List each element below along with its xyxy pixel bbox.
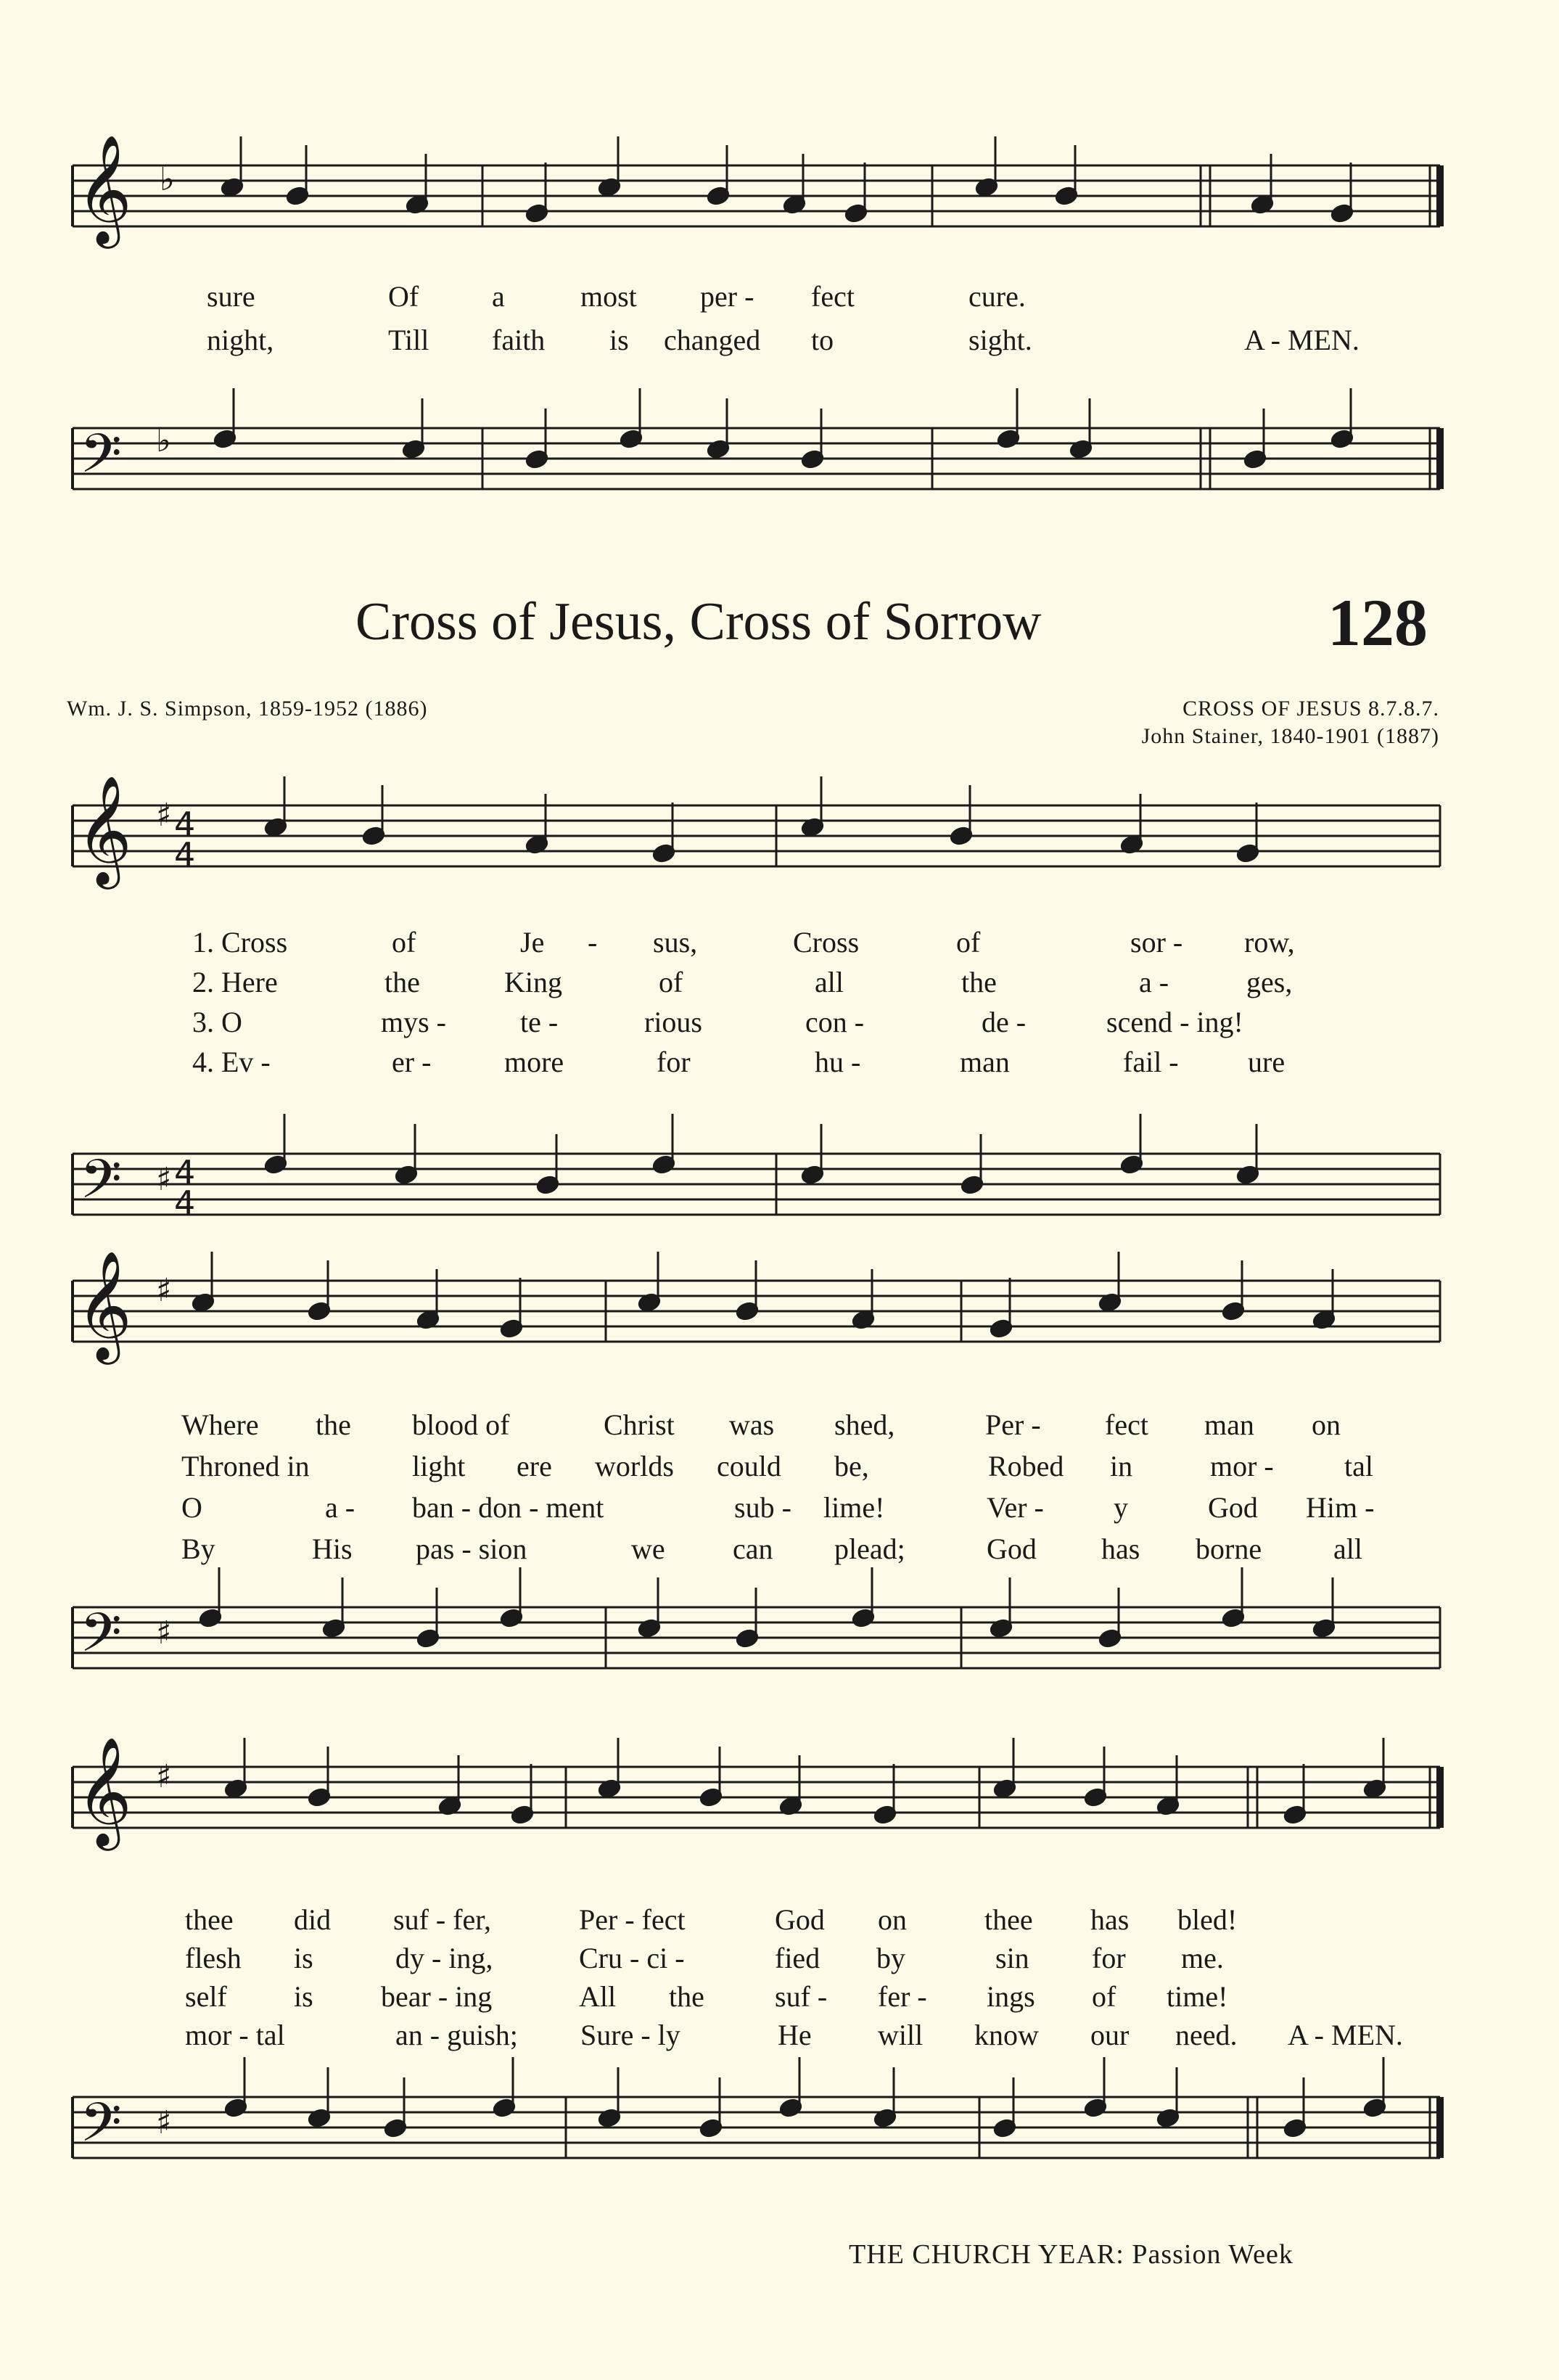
- lyric: flesh: [185, 1942, 242, 1974]
- bass-clef-icon: 𝄢: [80, 422, 122, 498]
- lyric: most: [580, 280, 637, 313]
- treble-clef-icon: 𝄞: [76, 774, 132, 885]
- lyric: bled!: [1177, 1903, 1238, 1936]
- tune-credit: CROSS OF JESUS 8.7.8.7.: [1182, 697, 1439, 721]
- lyric: could: [717, 1450, 781, 1482]
- lyric: faith: [492, 324, 546, 356]
- lyric: borne: [1196, 1532, 1262, 1565]
- lyric: Till: [388, 324, 429, 356]
- lyric: will: [878, 2019, 924, 2051]
- lyric: Robed: [988, 1450, 1064, 1482]
- lyric: a -: [325, 1491, 355, 1524]
- lyric: a -: [1139, 966, 1169, 998]
- sharp-sign-icon: ♯: [156, 1614, 172, 1651]
- lyric: Throned in: [181, 1450, 310, 1482]
- lyric: suf - fer,: [393, 1903, 491, 1936]
- lyric: 3. O: [192, 1006, 242, 1038]
- lyric: y: [1114, 1491, 1128, 1524]
- flat-sign-icon: ♭: [156, 422, 171, 459]
- lyric: Of: [388, 280, 419, 313]
- lyric: scend - ing!: [1106, 1006, 1243, 1038]
- sharp-sign-icon: ♯: [156, 1161, 172, 1198]
- lyric: has: [1101, 1532, 1140, 1565]
- lyric: the: [669, 1980, 704, 2013]
- lyric: ban - don - ment: [412, 1491, 604, 1524]
- lyric: tal: [1344, 1450, 1373, 1482]
- lyric: er -: [392, 1046, 432, 1078]
- lyric: Cross: [793, 926, 860, 959]
- lyric: cure.: [968, 280, 1026, 313]
- lyric: an - guish;: [395, 2019, 518, 2051]
- lyric: of: [956, 926, 981, 959]
- lyric: God: [775, 1903, 825, 1936]
- lyric: blood of: [412, 1408, 510, 1441]
- footer-section: THE CHURCH YEAR:: [849, 2239, 1124, 2270]
- lyric: changed: [664, 324, 761, 356]
- lyric: He: [778, 2019, 812, 2051]
- lyric: ere: [517, 1450, 552, 1482]
- lyric: fied: [775, 1942, 820, 1974]
- lyric: con -: [805, 1006, 865, 1038]
- hymn-number: 128: [1328, 586, 1428, 660]
- lyric: sin: [995, 1942, 1029, 1974]
- lyric: our: [1090, 2019, 1130, 2051]
- sharp-sign-icon: ♯: [156, 2104, 172, 2141]
- lyric: of: [1092, 1980, 1116, 2013]
- lyric: -: [588, 926, 598, 959]
- lyric: time!: [1167, 1980, 1228, 2013]
- amen-label: A - MEN.: [1244, 324, 1360, 356]
- lyric: sight.: [968, 324, 1032, 356]
- page-footer: [849, 2239, 1293, 2270]
- lyric: all: [1333, 1532, 1362, 1565]
- sharp-sign-icon: ♯: [156, 1758, 172, 1795]
- lyric: mys -: [381, 1006, 446, 1038]
- lyric: Where: [181, 1408, 259, 1441]
- lyric: bear - ing: [381, 1980, 493, 2013]
- lyric: 1. Cross: [192, 926, 288, 959]
- lyric: His: [312, 1532, 353, 1565]
- author-credit: Wm. J. S. Simpson, 1859-1952 (1886): [67, 697, 428, 721]
- lyric: Sure - ly: [580, 2019, 680, 2051]
- lyric: the: [384, 966, 420, 998]
- lyric: thee: [185, 1903, 234, 1936]
- bass-clef-icon: 𝄢: [80, 1148, 122, 1224]
- lyric: was: [729, 1408, 775, 1441]
- lyric: is: [294, 1942, 313, 1974]
- lyric: by: [876, 1942, 905, 1974]
- hymn-title: Cross of Jesus, Cross of Sorrow: [355, 592, 1042, 652]
- composer-credit: John Stainer, 1840-1901 (1887): [1141, 724, 1439, 748]
- lyric: all: [815, 966, 844, 998]
- lyric: thee: [984, 1903, 1033, 1936]
- lyric: fect: [811, 280, 855, 313]
- lyric: 2. Here: [192, 966, 278, 998]
- time-signature-icon: 4: [174, 835, 196, 874]
- time-signature-icon: 4: [174, 1153, 196, 1192]
- lyric: sure: [207, 280, 255, 313]
- lyric: shed,: [834, 1408, 895, 1441]
- treble-clef-icon: 𝄞: [76, 1250, 132, 1360]
- lyric: O: [181, 1491, 202, 1524]
- lyric: me.: [1181, 1942, 1224, 1974]
- footer-subsection: Passion Week: [1132, 2239, 1293, 2270]
- lyric: sor -: [1130, 926, 1183, 959]
- lyric: Ver -: [987, 1491, 1044, 1524]
- lyric: on: [1312, 1408, 1341, 1441]
- lyric: mor -: [1210, 1450, 1274, 1482]
- sharp-sign-icon: ♯: [156, 1272, 172, 1309]
- lyric: 4. Ev -: [192, 1046, 271, 1078]
- time-signature-icon: 4: [174, 805, 196, 844]
- lyric: the: [316, 1408, 351, 1441]
- lyric: man: [1204, 1408, 1254, 1441]
- lyric: Je: [520, 926, 545, 959]
- lyric: on: [878, 1903, 907, 1936]
- lyric: a: [492, 280, 505, 313]
- lyric: fect: [1105, 1408, 1148, 1441]
- lyric: sub -: [734, 1491, 791, 1524]
- lyric: Per -: [985, 1408, 1041, 1441]
- lyric: worlds: [595, 1450, 674, 1482]
- lyric: ure: [1248, 1046, 1286, 1078]
- lyric: rious: [644, 1006, 702, 1038]
- lyric: By: [181, 1532, 215, 1565]
- lyric: for: [1092, 1942, 1126, 1974]
- lyric: for: [657, 1046, 691, 1078]
- lyric: night,: [207, 324, 274, 356]
- lyric: dy - ing,: [395, 1942, 493, 1974]
- lyric: to: [811, 324, 834, 356]
- lyric: Christ: [604, 1408, 675, 1441]
- treble-clef-icon: 𝄞: [76, 134, 132, 244]
- lyric: know: [974, 2019, 1039, 2051]
- lyric: in: [1110, 1450, 1133, 1482]
- lyric: lime!: [823, 1491, 885, 1524]
- bass-clef-icon: 𝄢: [80, 2091, 122, 2167]
- lyric: of: [659, 966, 683, 998]
- lyric: is: [294, 1980, 313, 2013]
- lyric: mor - tal: [185, 2019, 285, 2051]
- lyric: has: [1090, 1903, 1130, 1936]
- lyric: All: [579, 1980, 617, 2013]
- lyric: we: [631, 1532, 665, 1565]
- lyric: de -: [982, 1006, 1027, 1038]
- lyric: can: [733, 1532, 773, 1565]
- lyric: God: [1208, 1491, 1258, 1524]
- lyric: be,: [834, 1450, 869, 1482]
- lyric: more: [504, 1046, 564, 1078]
- lyric: ings: [987, 1980, 1035, 2013]
- bass-clef-icon: 𝄢: [80, 1601, 122, 1678]
- lyric: King: [504, 966, 562, 998]
- lyric: pas - sion: [416, 1532, 527, 1565]
- lyric: te -: [520, 1006, 559, 1038]
- amen-label: A - MEN.: [1288, 2019, 1403, 2051]
- lyric: Per - fect: [579, 1903, 686, 1936]
- time-signature-icon: 4: [174, 1183, 196, 1223]
- lyric: suf -: [775, 1980, 828, 2013]
- lyric: fail -: [1123, 1046, 1179, 1078]
- treble-clef-icon: 𝄞: [76, 1736, 132, 1846]
- lyric: Him -: [1306, 1491, 1375, 1524]
- lyric: per -: [700, 280, 754, 313]
- lyric: God: [987, 1532, 1037, 1565]
- sharp-sign-icon: ♯: [156, 797, 172, 834]
- lyric: the: [961, 966, 997, 998]
- flat-sign-icon: ♭: [160, 161, 175, 198]
- lyric: did: [294, 1903, 332, 1936]
- lyric: plead;: [834, 1532, 905, 1565]
- lyric: Cru - ci -: [579, 1942, 685, 1974]
- lyric: of: [392, 926, 416, 959]
- lyric: row,: [1244, 926, 1295, 959]
- lyric: light: [412, 1450, 466, 1482]
- lyric: self: [185, 1980, 227, 2013]
- lyric: sus,: [653, 926, 698, 959]
- lyric: ges,: [1246, 966, 1293, 998]
- lyric: is: [609, 324, 629, 356]
- lyric: need.: [1175, 2019, 1238, 2051]
- lyric: man: [960, 1046, 1010, 1078]
- lyric: fer -: [878, 1980, 927, 2013]
- lyric: hu -: [815, 1046, 861, 1078]
